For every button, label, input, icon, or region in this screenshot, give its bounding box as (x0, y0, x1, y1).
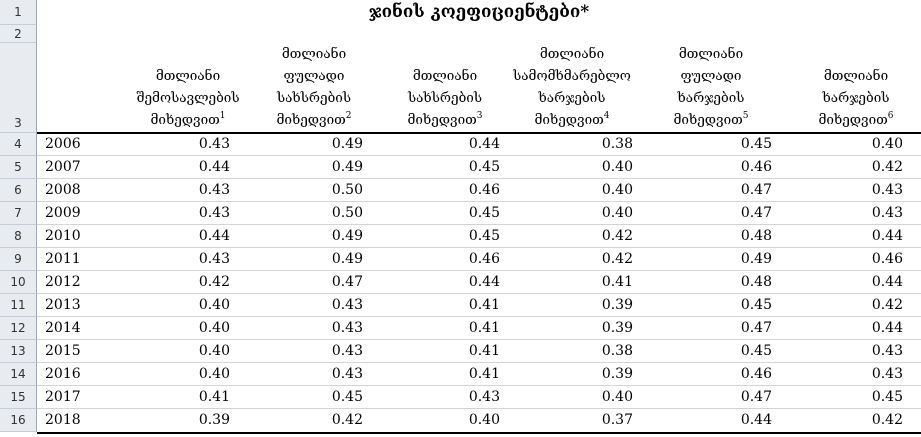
year-cell[interactable]: 2006 (45, 136, 81, 152)
column-header-4 (497, 43, 647, 131)
row-header-15[interactable]: 15 (0, 386, 37, 409)
column-header-line: სამომხმარებლო (513, 68, 631, 84)
column-header-line: მთლიანი (539, 46, 605, 62)
gini-value-cell[interactable]: 0.46 (740, 366, 772, 382)
footnote-marker: 2 (345, 111, 352, 121)
column-header-line: მთლიანი (155, 68, 221, 84)
year-cell[interactable]: 2015 (45, 343, 81, 359)
column-header-5 (636, 43, 786, 131)
footnote-marker: 3 (476, 111, 483, 121)
row-header-14[interactable]: 14 (0, 363, 37, 386)
gini-value-cell[interactable]: 0.41 (468, 343, 500, 359)
row-header-11[interactable]: 11 (0, 294, 37, 317)
year-cell[interactable]: 2007 (45, 159, 81, 175)
row-header-4[interactable]: 4 (0, 133, 37, 156)
column-header-line: მთლიანი (281, 46, 347, 62)
row-header-13[interactable]: 13 (0, 340, 37, 363)
row-header-7[interactable]: 7 (0, 202, 37, 225)
row-header-1[interactable]: 1 (0, 0, 37, 25)
column-header-line: მიხედვით$^5$ (673, 111, 749, 128)
gini-value-cell[interactable]: 0.47 (740, 205, 772, 221)
gini-value-cell[interactable]: 0.45 (468, 159, 500, 175)
gini-value-cell[interactable]: 0.48 (740, 274, 772, 290)
row-header-8[interactable]: 8 (0, 225, 37, 248)
gini-value-cell[interactable]: 0.39 (601, 297, 633, 313)
gini-value-cell[interactable]: 0.45 (468, 205, 500, 221)
column-header-line: ხარჯების (538, 90, 606, 106)
gini-value-cell[interactable]: 0.37 (601, 412, 633, 428)
gini-value-cell[interactable]: 0.46 (740, 159, 772, 175)
gini-value-cell[interactable]: 0.50 (331, 182, 363, 198)
gini-value-cell[interactable]: 0.43 (331, 366, 363, 382)
gini-value-cell[interactable]: 0.43 (871, 182, 903, 198)
gini-value-cell[interactable]: 0.41 (601, 274, 633, 290)
gini-value-cell[interactable]: 0.43 (871, 343, 903, 359)
row-header-6[interactable]: 6 (0, 179, 37, 202)
gini-value-cell[interactable]: 0.46 (468, 182, 500, 198)
gini-value-cell[interactable]: 0.42 (871, 159, 903, 175)
gini-value-cell[interactable]: 0.43 (331, 297, 363, 313)
row-divider (37, 432, 921, 434)
gini-value-cell[interactable]: 0.45 (871, 389, 903, 405)
column-header-line: ფულადი (680, 68, 742, 84)
gini-value-cell[interactable]: 0.45 (740, 343, 772, 359)
column-header-2 (239, 43, 389, 131)
year-cell[interactable]: 2017 (45, 389, 81, 405)
gini-value-cell[interactable]: 0.43 (198, 136, 230, 152)
footnote-marker: 6 (887, 111, 894, 121)
column-header-line: მთლიანი (678, 46, 744, 62)
gini-value-cell[interactable]: 0.44 (871, 320, 903, 336)
gini-value-cell[interactable]: 0.43 (871, 205, 903, 221)
row-header-10[interactable]: 10 (0, 271, 37, 294)
row-header-9[interactable]: 9 (0, 248, 37, 271)
gini-value-cell[interactable]: 0.39 (601, 320, 633, 336)
gini-value-cell[interactable]: 0.47 (740, 182, 772, 198)
row-header-3[interactable]: 3 (0, 43, 37, 133)
gini-value-cell[interactable]: 0.42 (331, 412, 363, 428)
row-header-16[interactable]: 16 (0, 409, 37, 432)
gini-value-cell[interactable]: 0.42 (601, 251, 633, 267)
column-header-line: ხარჯების (677, 90, 745, 106)
gini-value-cell[interactable]: 0.50 (331, 205, 363, 221)
gini-value-cell[interactable]: 0.41 (468, 320, 500, 336)
year-cell[interactable]: 2010 (45, 228, 81, 244)
gini-value-cell[interactable]: 0.43 (198, 182, 230, 198)
table-title: ჯინის კოეფიციენტები* (368, 2, 590, 22)
year-cell[interactable]: 2009 (45, 205, 81, 221)
gini-value-cell[interactable]: 0.47 (740, 389, 772, 405)
gini-value-cell[interactable]: 0.44 (871, 274, 903, 290)
gini-value-cell[interactable]: 0.49 (331, 159, 363, 175)
year-cell[interactable]: 2008 (45, 182, 81, 198)
gini-value-cell[interactable]: 0.42 (601, 228, 633, 244)
gini-value-cell[interactable]: 0.40 (601, 389, 633, 405)
column-header-line: მიხედვით$^3$ (407, 111, 483, 128)
footnote-marker: 1 (219, 111, 226, 121)
column-header-line: ფულადი (283, 68, 345, 84)
column-header-line: ხარჯების (822, 90, 890, 106)
column-header-line: მიხედვით$^6$ (818, 111, 894, 128)
year-cell[interactable]: 2016 (45, 366, 81, 382)
footnote-marker: 4 (603, 111, 610, 121)
gini-value-cell[interactable]: 0.38 (601, 136, 633, 152)
gini-value-cell[interactable]: 0.44 (468, 274, 500, 290)
gini-value-cell[interactable]: 0.44 (871, 228, 903, 244)
gini-value-cell[interactable]: 0.42 (871, 412, 903, 428)
gini-value-cell[interactable]: 0.42 (198, 274, 230, 290)
gini-value-cell[interactable]: 0.44 (198, 228, 230, 244)
column-header-line: მიხედვით$^4$ (534, 111, 610, 128)
gini-value-cell[interactable]: 0.40 (198, 366, 230, 382)
row-header-12[interactable]: 12 (0, 317, 37, 340)
gini-value-cell[interactable]: 0.40 (198, 320, 230, 336)
gini-value-cell[interactable]: 0.44 (468, 136, 500, 152)
gini-value-cell[interactable]: 0.47 (331, 274, 363, 290)
gini-value-cell[interactable]: 0.42 (871, 297, 903, 313)
column-header-line: შემოსავლების (136, 90, 240, 106)
gini-value-cell[interactable]: 0.49 (331, 136, 363, 152)
gini-value-cell[interactable]: 0.49 (331, 228, 363, 244)
gini-value-cell[interactable]: 0.45 (468, 228, 500, 244)
gini-value-cell[interactable]: 0.40 (601, 205, 633, 221)
gini-value-cell[interactable]: 0.40 (198, 297, 230, 313)
column-header-line: სახსრების (276, 90, 352, 106)
gini-value-cell[interactable]: 0.44 (198, 159, 230, 175)
gini-value-cell[interactable]: 0.44 (740, 412, 772, 428)
gini-value-cell[interactable]: 0.43 (871, 366, 903, 382)
gini-value-cell[interactable]: 0.46 (871, 251, 903, 267)
gini-value-cell[interactable]: 0.43 (331, 343, 363, 359)
column-header-line: მიხედვით$^1$ (150, 111, 226, 128)
row-header-5[interactable]: 5 (0, 156, 37, 179)
column-header-line: მთლიანი (412, 68, 478, 84)
year-cell[interactable]: 2011 (45, 251, 81, 267)
gini-value-cell[interactable]: 0.43 (198, 205, 230, 221)
gini-value-cell[interactable]: 0.40 (871, 136, 903, 152)
gini-value-cell[interactable]: 0.49 (740, 251, 772, 267)
gini-value-cell[interactable]: 0.40 (601, 182, 633, 198)
gini-value-cell[interactable]: 0.40 (468, 412, 500, 428)
gini-value-cell[interactable]: 0.43 (198, 251, 230, 267)
column-header-line: მიხედვით$^2$ (276, 111, 352, 128)
column-header-line: მთლიანი (823, 68, 889, 84)
year-cell[interactable]: 2014 (45, 320, 81, 336)
column-header-line: სახსრების (407, 90, 483, 106)
gini-value-cell[interactable]: 0.41 (468, 366, 500, 382)
gini-value-cell[interactable]: 0.40 (601, 159, 633, 175)
gini-value-cell[interactable]: 0.49 (331, 251, 363, 267)
gini-value-cell[interactable]: 0.41 (198, 389, 230, 405)
gini-value-cell[interactable]: 0.43 (331, 320, 363, 336)
gini-value-cell[interactable]: 0.39 (198, 412, 230, 428)
row-header-2[interactable]: 2 (0, 25, 37, 43)
year-cell[interactable]: 2012 (45, 274, 81, 290)
gini-value-cell[interactable]: 0.45 (740, 297, 772, 313)
gini-value-cell[interactable]: 0.39 (601, 366, 633, 382)
footnote-marker: 5 (742, 111, 749, 121)
gini-value-cell[interactable]: 0.41 (468, 297, 500, 313)
column-header-6 (781, 65, 921, 131)
gini-value-cell[interactable]: 0.40 (198, 343, 230, 359)
gini-value-cell[interactable]: 0.43 (468, 389, 500, 405)
gini-value-cell[interactable]: 0.48 (740, 228, 772, 244)
gini-value-cell[interactable]: 0.45 (331, 389, 363, 405)
gini-value-cell[interactable]: 0.47 (740, 320, 772, 336)
gini-value-cell[interactable]: 0.46 (468, 251, 500, 267)
year-cell[interactable]: 2013 (45, 297, 81, 313)
gini-value-cell[interactable]: 0.38 (601, 343, 633, 359)
year-cell[interactable]: 2018 (45, 412, 81, 428)
gini-value-cell[interactable]: 0.45 (740, 136, 772, 152)
